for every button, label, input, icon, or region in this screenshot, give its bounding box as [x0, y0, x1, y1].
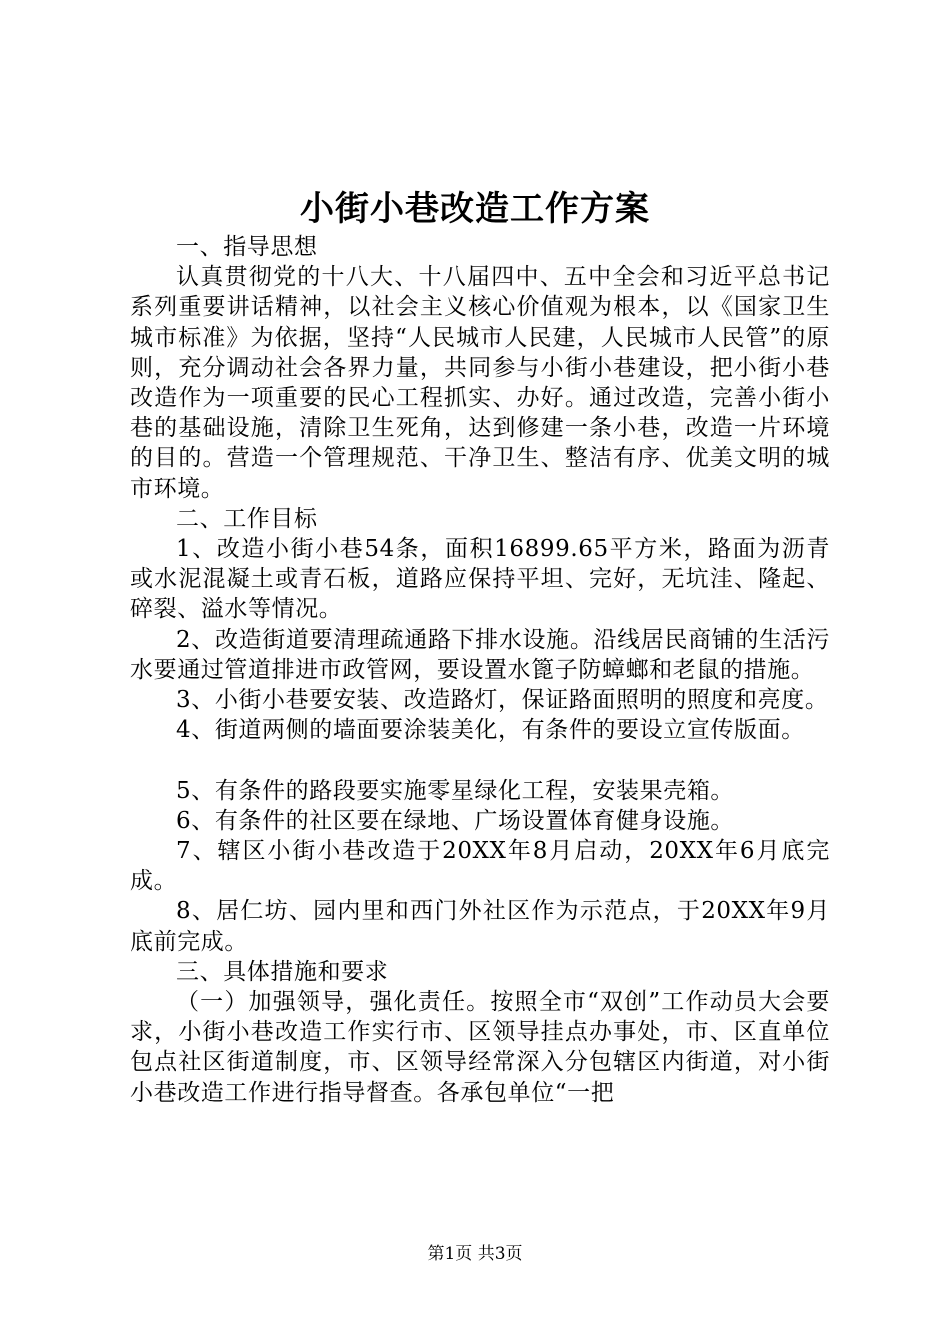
paragraph: 认真贯彻党的十八大、十八届四中、五中全会和习近平总书记系列重要讲话精神，以社会主义核心价值观为根本，以《国家卫生城市标准》为依据，坚持“人民城市人民建，人民城市人民管”的原则，充分调动社会各界力量，共同参与小街小巷建设，把小街小巷改造作为一项重要的民心工程抓实、办好。通过改造，完善小街小巷的基础设施，清除卫生死角，达到修建一条小巷，改造一片环境的目的。营造一个管理规范、干净卫生、整洁有序、优美文明的城市环境。 [130, 264, 830, 502]
section-heading: 一、指导思想 [176, 234, 318, 260]
paragraph: 8、居仁坊、园内里和西门外社区作为示范点，于20XX年9月底前完成。 [130, 898, 830, 955]
paragraph: 2、改造街道要清理疏通路下排水设施。沿线居民商铺的生活污水要通过管道排进市政管网，要设置水篦子防蟑螂和老鼠的措施。 [130, 626, 830, 683]
page-footer: 第1页 共3页 [427, 1244, 523, 1264]
paragraph: 6、有条件的社区要在绿地、广场设置体育健身设施。 [176, 807, 735, 834]
document-title: 小街小巷改造工作方案 [300, 189, 650, 229]
blank-line [130, 745, 830, 775]
paragraph: 4、街道两侧的墙面要涂装美化，有条件的要设立宣传版面。 [176, 717, 805, 744]
section-heading: 三、具体措施和要求 [176, 958, 389, 985]
section-heading: 二、工作目标 [176, 505, 318, 532]
paragraph: 7、辖区小街小巷改造于20XX年8月启动，20XX年6月底完成。 [130, 838, 830, 895]
paragraph: 1、改造小街小巷54条，面积16899.65平方米，路面为沥青或水泥混凝土或青石板，道路应保持平坦、完好，无坑洼、隆起、碎裂、溢水等情况。 [130, 536, 830, 623]
paragraph: （一）加强领导，强化责任。按照全市“双创”工作动员大会要求，小街小巷改造工作实行市、区领导挂点办事处，市、区直单位包点社区街道制度，市、区领导经常深入分包辖区内街道，对小街小巷改造工作进行指导督查。各承包单位“一把 [130, 989, 830, 1106]
document-body [130, 232, 830, 1108]
paragraph: 5、有条件的路段要实施零星绿化工程，安装果壳箱。 [176, 777, 735, 804]
paragraph: 3、小街小巷要安装、改造路灯，保证路面照明的照度和亮度。 [176, 687, 829, 714]
